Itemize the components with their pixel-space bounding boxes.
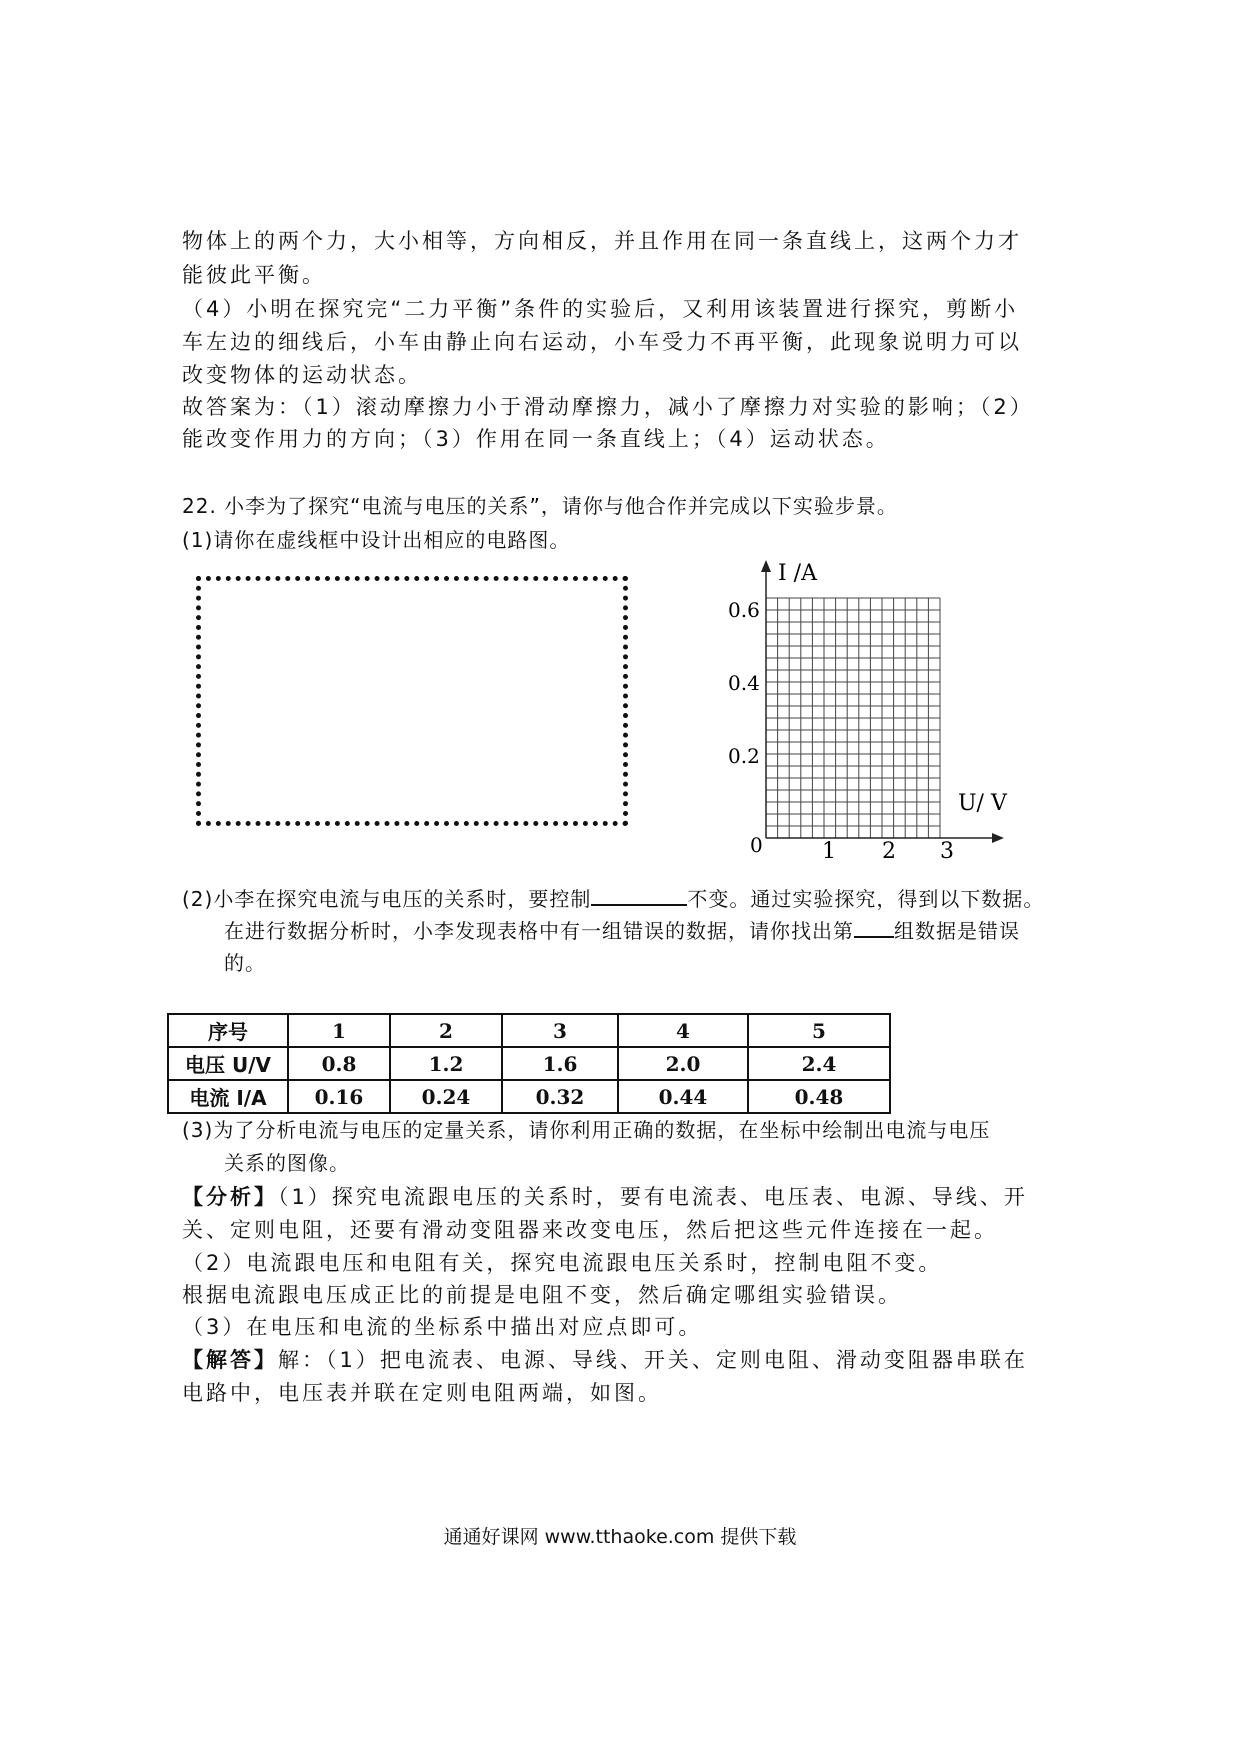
solution-line: （4）小明在探究完“二力平衡”条件的实验后，又利用该装置进行探究，剪断小 [182,297,1019,321]
table-row [168,1047,890,1080]
table-cell: 2.4 [748,1047,890,1080]
answer-line: 故答案为：（1）滚动摩擦力小于滑动摩擦力，减小了摩擦力对实验的影响；（2） [182,395,1034,419]
analysis-line: 根据电流跟电压成正比的前提是电阻不变，然后确定哪组实验错误。 [182,1283,902,1307]
data-table [167,1013,891,1114]
solution-line: 能彼此平衡。 [182,263,326,287]
analysis-line: （3）在电压和电流的坐标系中描出对应点即可。 [182,1315,703,1339]
solution-line: 改变物体的运动状态。 [182,363,422,387]
table-cell: 序号 [168,1014,288,1047]
part2-text: 组数据是错误 [894,919,1020,943]
table-row [168,1080,890,1113]
table-cell: 0.16 [288,1080,390,1113]
x-axis-arrow [992,833,1004,843]
y-tick-label: 0.4 [728,671,760,695]
table-cell: 0.8 [288,1047,390,1080]
question-part-2-line2 [224,914,1020,947]
x-tick-label: 1 [822,839,836,860]
page-footer: 通通好课网 www.tthaoke.com 提供下载 [443,1526,797,1548]
table-cell: 3 [502,1014,618,1047]
table-cell: 电流 I/A [168,1080,288,1113]
part2-text: (2)小李在探究电流与电压的关系时，要控制 [182,887,592,911]
analysis-tag: 【分析】 [182,1185,278,1209]
table-cell: 0.44 [618,1080,748,1113]
analysis-line: 关、定则电阻，还要有滑动变阻器来改变电压，然后把这些元件连接在一起。 [182,1218,998,1242]
answer-line: 能改变作用力的方向；（3）作用在同一条直线上；（4）运动状态。 [182,427,890,451]
analysis-text: （1）探究电流跟电压的关系时，要有电流表、电压表、电源、导线、开 [278,1185,1028,1209]
table-cell: 1 [288,1014,390,1047]
table-cell: 0.48 [748,1080,890,1113]
table-cell: 2 [390,1014,502,1047]
question-intro: 22. 小李为了探究“电流与电压的关系”，请你与他合作并完成以下实验步景。 [182,494,898,518]
table-cell: 1.6 [502,1047,618,1080]
circuit-design-box [196,576,628,826]
question-part-3: (3)为了分析电流与电压的定量关系，请你利用正确的数据，在坐标中绘制出电流与电压 [182,1118,991,1142]
question-part-3-line2: 关系的图像。 [224,1151,350,1175]
y-tick-label: 0.6 [728,598,760,622]
origin-label: 0 [750,833,763,857]
question-part-2-line3: 的。 [224,951,266,975]
x-tick-label: 2 [882,839,896,860]
table-cell: 2.0 [618,1047,748,1080]
x-tick-label: 3 [940,839,954,860]
graph-grid [766,598,940,838]
control-variable-blank[interactable] [591,882,687,906]
solution-line: 物体上的两个力，大小相等，方向相反，并且作用在同一条直线上，这两个力才 [182,229,1022,253]
y-axis-label: I /A [778,561,817,586]
answer-tag: 【解答】 [182,1348,278,1372]
table-cell: 0.32 [502,1080,618,1113]
answer-text: 解：（1）把电流表、电源、导线、开关、定则电阻、滑动变阻器串联在 [278,1348,1028,1372]
question-part-2 [182,882,1044,915]
answer-line: 电路中，电压表并联在定则电阻两端，如图。 [182,1381,662,1405]
x-axis-label: U/ V [958,791,1007,816]
part2-text: 在进行数据分析时，小李发现表格中有一组错误的数据，请你找出第 [224,919,854,943]
table-cell: 4 [618,1014,748,1047]
analysis-line [182,1181,1062,1213]
y-axis-arrow [761,560,771,572]
table-cell: 电压 U/V [168,1047,288,1080]
answer-line [182,1344,1062,1376]
y-tick-label: 0.2 [728,744,760,768]
current-voltage-graph [700,560,1020,860]
analysis-line: （2）电流跟电压和电阻有关，探究电流跟电压关系时，控制电阻不变。 [182,1251,943,1275]
table-cell: 5 [748,1014,890,1047]
part2-text: 不变。通过实验探究，得到以下数据。 [687,887,1045,911]
table-row [168,1014,890,1047]
error-group-blank[interactable] [854,914,894,938]
table-cell: 0.24 [390,1080,502,1113]
table-cell: 1.2 [390,1047,502,1080]
question-part-1: (1)请你在虚线框中设计出相应的电路图。 [182,528,571,552]
solution-line: 车左边的细线后，小车由静止向右运动，小车受力不再平衡，此现象说明力可以 [182,330,1022,354]
